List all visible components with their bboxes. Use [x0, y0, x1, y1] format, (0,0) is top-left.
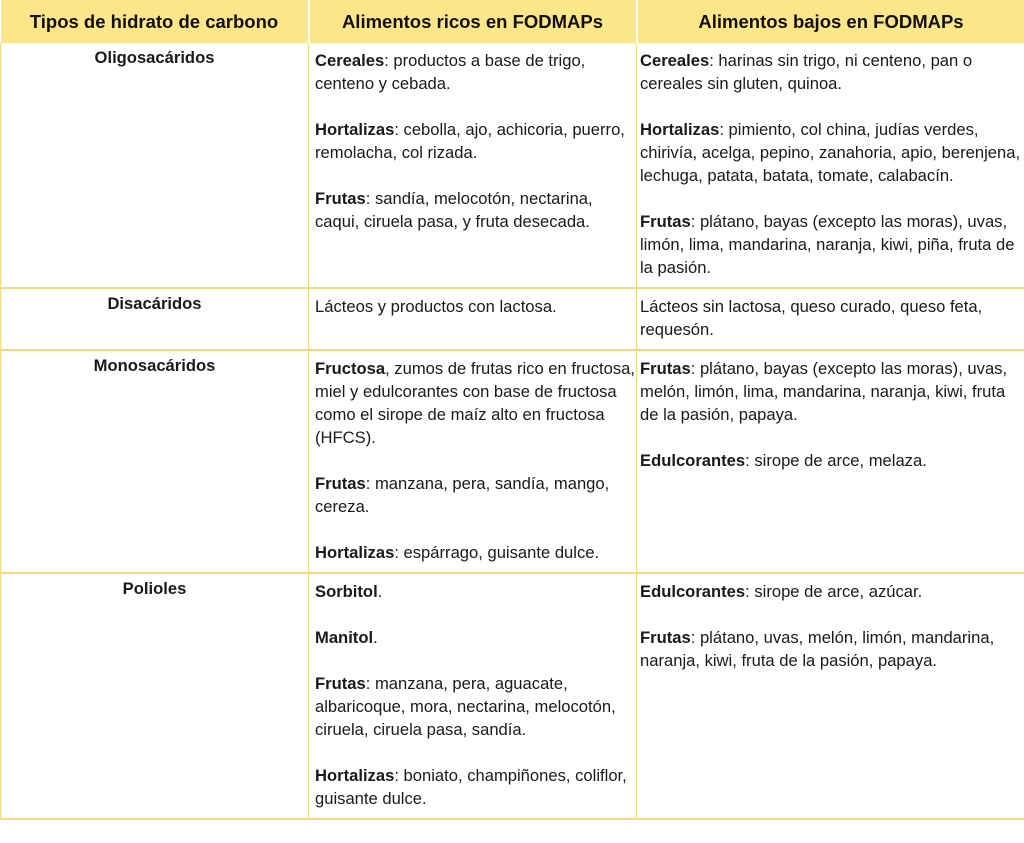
food-category-label: Cereales — [315, 51, 385, 70]
table-row-polioles — [1, 573, 1024, 819]
low-fodmap-cell — [637, 350, 1024, 573]
food-category-label: Manitol — [315, 628, 374, 647]
table-row-oligosacaridos — [1, 43, 1024, 288]
food-category-label: Frutas — [640, 628, 691, 647]
food-list-text: : plátano, bayas (excepto las moras), uvas, limón, lima, mandarina, naranja, kiwi, piña, fruta de la pasión. — [640, 212, 1015, 277]
high-fodmap-cell — [309, 350, 637, 573]
header-high-fodmap: Alimentos ricos en FODMAPs — [309, 0, 637, 43]
food-category-label: Frutas — [640, 359, 691, 378]
food-entry — [315, 541, 636, 564]
header-low-fodmap: Alimentos bajos en FODMAPs — [637, 0, 1024, 43]
food-list-text: : espárrago, guisante dulce. — [394, 543, 600, 562]
carb-type-cell: Oligosacáridos — [1, 43, 309, 288]
carb-type-cell: Polioles — [1, 573, 309, 819]
food-category-label: Edulcorantes — [640, 451, 746, 470]
food-entry — [640, 449, 1022, 472]
food-entry — [315, 118, 636, 164]
food-list-text: : manzana, pera, aguacate, albaricoque, mora, nectarina, melocotón, ciruela, ciruela pasa, sandía. — [315, 674, 616, 739]
food-list-text: : plátano, uvas, melón, limón, mandarina, naranja, kiwi, fruta de la pasión, papaya. — [640, 628, 995, 670]
food-list-text: : sirope de arce, azúcar. — [745, 582, 923, 601]
food-list-text: : cebolla, ajo, achicoria, puerro, remolacha, col rizada. — [315, 120, 625, 162]
high-fodmap-cell — [309, 288, 637, 350]
table-row-disacaridos — [1, 288, 1024, 350]
header-row — [1, 0, 1024, 43]
food-entry — [640, 580, 1022, 603]
food-entry — [315, 580, 636, 603]
food-entry — [640, 118, 1022, 187]
food-list-text: . — [373, 628, 378, 647]
food-list-text: Lácteos sin lactosa, queso curado, queso feta, requesón. — [640, 297, 983, 339]
food-entry — [315, 49, 636, 95]
food-category-label: Hortalizas — [640, 120, 720, 139]
high-fodmap-cell — [309, 573, 637, 819]
food-entry — [315, 472, 636, 518]
food-entry — [640, 49, 1022, 95]
food-entry — [640, 210, 1022, 279]
food-category-label: Frutas — [315, 474, 366, 493]
food-category-label: Edulcorantes — [640, 582, 746, 601]
food-list-text: Lácteos y productos con lactosa. — [315, 297, 557, 316]
food-category-label: Cereales — [640, 51, 710, 70]
low-fodmap-cell — [637, 43, 1024, 288]
food-list-text: . — [377, 582, 383, 601]
food-category-label: Sorbitol — [315, 582, 378, 601]
food-list-text: : sandía, melocotón, nectarina, caqui, ciruela pasa, y fruta desecada. — [315, 189, 593, 231]
food-entry — [315, 295, 636, 318]
table-row-monosacaridos — [1, 350, 1024, 573]
food-entry — [640, 626, 1022, 672]
food-category-label: Hortalizas — [315, 766, 395, 785]
high-fodmap-cell — [309, 43, 637, 288]
food-list-text: : pimiento, col china, judías verdes, chirivía, acelga, pepino, zanahoria, apio, berenjena, lechuga, patata, batata, tomate, calabacín. — [640, 120, 1021, 185]
food-list-text: , zumos de frutas rico en fructosa, miel y edulcorantes con base de fructosa como el sirope de maíz alto en fructosa (HFCS). — [315, 359, 636, 447]
food-list-text: : boniato, champiñones, coliflor, guisante dulce. — [315, 766, 627, 808]
food-category-label: Fructosa — [315, 359, 386, 378]
header-carb-type: Tipos de hidrato de carbono — [1, 0, 309, 43]
food-entry — [315, 357, 636, 449]
food-entry — [640, 357, 1022, 426]
food-entry — [315, 672, 636, 741]
low-fodmap-cell — [637, 288, 1024, 350]
table-body — [1, 43, 1024, 819]
food-category-label: Hortalizas — [315, 120, 395, 139]
food-entry — [640, 295, 1022, 341]
food-list-text: : sirope de arce, melaza. — [745, 451, 927, 470]
food-list-text: : productos a base de trigo, centeno y cebada. — [315, 51, 586, 93]
food-entry — [315, 626, 636, 649]
food-category-label: Hortalizas — [315, 543, 395, 562]
carb-type-cell: Disacáridos — [1, 288, 309, 350]
food-list-text: : manzana, pera, sandía, mango, cereza. — [315, 474, 610, 516]
low-fodmap-cell — [637, 573, 1024, 819]
food-entry — [315, 187, 636, 233]
food-category-label: Frutas — [315, 189, 366, 208]
food-category-label: Frutas — [315, 674, 366, 693]
food-list-text: : harinas sin trigo, ni centeno, pan o cereales sin gluten, quinoa. — [640, 51, 973, 93]
carb-type-cell: Monosacáridos — [1, 350, 309, 573]
food-entry — [315, 764, 636, 810]
food-list-text: : plátano, bayas (excepto las moras), uvas, melón, limón, lima, mandarina, naranja, kiwi, fruta de la pasión, papaya. — [640, 359, 1008, 424]
food-category-label: Frutas — [640, 212, 691, 231]
